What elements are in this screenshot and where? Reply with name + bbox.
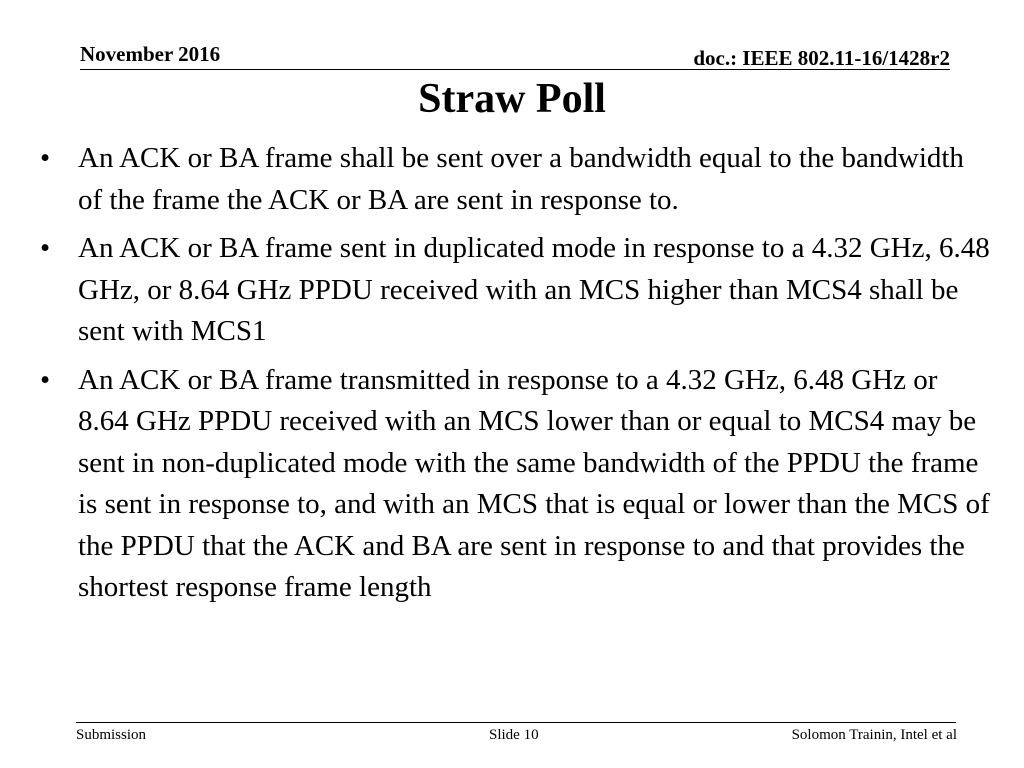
bullet-item	[40, 228, 990, 353]
bullet-text: An ACK or BA frame sent in duplicated mode in response to a 4.32 GHz, 6.48 GHz, or 8.64 GHz PPDU received with an MCS higher than MCS4 shall be sent with MCS1	[78, 232, 990, 347]
bullet-icon: •	[40, 363, 51, 396]
footer-divider	[76, 722, 956, 723]
header-date: November 2016	[80, 42, 221, 66]
footer-author: Solomon Trainin, Intel et al	[791, 727, 957, 743]
bullet-text: An ACK or BA frame shall be sent over a bandwidth equal to the bandwidth of the frame the ACK or BA are sent in response to.	[78, 142, 964, 216]
bullet-icon: •	[40, 142, 51, 174]
bullet-item	[40, 138, 990, 221]
bullet-item	[40, 360, 990, 609]
footer-slide-number: Slide 10	[489, 727, 539, 743]
bullet-list	[40, 138, 990, 616]
bullet-icon: •	[40, 232, 51, 264]
header-divider	[80, 69, 950, 70]
footer-submission: Submission	[76, 727, 147, 743]
slide-title: Straw Poll	[418, 76, 606, 122]
header-doc-id: doc.: IEEE 802.11-16/1428r2	[693, 46, 950, 70]
bullet-text: An ACK or BA frame transmitted in response to a 4.32 GHz, 6.48 GHz or 8.64 GHz PPDU received with an MCS lower than or equal to MCS4 may be sent in non-duplicated mode with the same bandwidth of the PPDU the frame is sent in response to, and with an MCS that is equal or lower than the MCS of the PPDU that the ACK and BA are sent in response to and that provides the shortest response frame length	[78, 363, 990, 603]
